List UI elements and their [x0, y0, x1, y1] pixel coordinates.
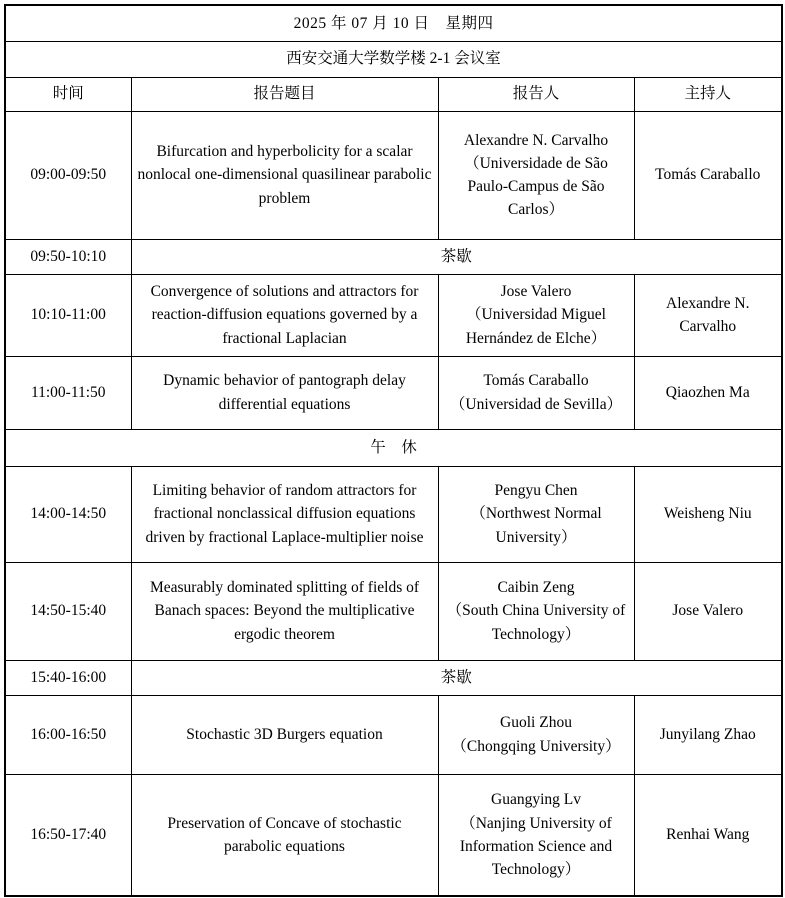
tea-break-row [5, 239, 782, 274]
speaker-name: Pengyu Chen [494, 482, 578, 500]
session-row [5, 695, 782, 774]
break-label-cell: 茶歇 [131, 239, 782, 274]
session-row [5, 274, 782, 356]
venue-header-row [5, 41, 782, 77]
lunch-break-row [5, 429, 782, 466]
time-cell: 09:50-10:10 [5, 239, 131, 274]
session-row [5, 562, 782, 660]
title-cell: Bifurcation and hyperbolicity for a scalar nonlocal one-dimensional quasilinear parabolic problem [131, 111, 438, 239]
speaker-name: Caibin Zeng [497, 579, 575, 597]
time-cell: 16:00-16:50 [5, 695, 131, 774]
chair-cell: Renhai Wang [634, 774, 782, 896]
speaker-affiliation: （South China University of Technology） [446, 602, 626, 643]
speaker-cell [438, 695, 634, 774]
speaker-name: Jose Valero [500, 283, 572, 301]
session-row [5, 466, 782, 562]
title-cell: Stochastic 3D Burgers equation [131, 695, 438, 774]
speaker-name: Tomás Caraballo [483, 372, 589, 390]
lunch-label-cell: 午 休 [5, 429, 782, 466]
break-label-cell: 茶歇 [131, 660, 782, 695]
time-cell: 14:50-15:40 [5, 562, 131, 660]
speaker-name: Guangying Lv [491, 791, 581, 809]
speaker-cell [438, 774, 634, 896]
speaker-affiliation: （Nanjing University of Information Science and Technology） [459, 814, 613, 878]
title-cell: Limiting behavior of random attractors for fractional nonclassical diffusion equations driven by fractional Laplace-multiplier noise [131, 466, 438, 562]
speaker-cell [438, 466, 634, 562]
venue-header: 西安交通大学数学楼 2-1 会议室 [5, 41, 782, 77]
chair-cell: Weisheng Niu [634, 466, 782, 562]
column-header-chair: 主持人 [634, 77, 782, 111]
session-row [5, 111, 782, 239]
speaker-cell [438, 274, 634, 356]
speaker-name: Guoli Zhou [500, 714, 572, 732]
time-cell: 14:00-14:50 [5, 466, 131, 562]
title-cell: Convergence of solutions and attractors for reaction-diffusion equations governed by a fractional Laplacian [131, 274, 438, 356]
chair-cell: Qiaozhen Ma [634, 356, 782, 429]
speaker-affiliation: （Universidade de São Paulo-Campus de São Carlos） [464, 154, 608, 219]
date-header-row [5, 5, 782, 41]
chair-cell: Tomás Caraballo [634, 111, 782, 239]
chair-cell: Junyilang Zhao [634, 695, 782, 774]
schedule-table [4, 4, 783, 897]
speaker-cell [438, 111, 634, 239]
column-header-time: 时间 [5, 77, 131, 111]
column-header-row [5, 77, 782, 111]
chair-cell: Alexandre N. Carvalho [634, 274, 782, 356]
speaker-affiliation: （Universidad de Sevilla） [449, 395, 623, 413]
chair-cell: Jose Valero [634, 562, 782, 660]
date-header: 2025 年 07 月 10 日 星期四 [5, 5, 782, 41]
speaker-cell [438, 356, 634, 429]
time-cell: 11:00-11:50 [5, 356, 131, 429]
speaker-affiliation: （Chongqing University） [451, 737, 621, 755]
column-header-title: 报告题目 [131, 77, 438, 111]
speaker-affiliation: （Universidad Miguel Hernández de Elche） [465, 306, 607, 347]
time-cell: 10:10-11:00 [5, 274, 131, 356]
title-cell: Measurably dominated splitting of fields of Banach spaces: Beyond the multiplicative ergodic theorem [131, 562, 438, 660]
time-cell: 16:50-17:40 [5, 774, 131, 896]
title-cell: Dynamic behavior of pantograph delay differential equations [131, 356, 438, 429]
speaker-affiliation: （Northwest Normal University） [470, 505, 602, 546]
title-cell: Preservation of Concave of stochastic parabolic equations [131, 774, 438, 896]
time-cell: 15:40-16:00 [5, 660, 131, 695]
speaker-cell [438, 562, 634, 660]
time-cell: 09:00-09:50 [5, 111, 131, 239]
session-row [5, 356, 782, 429]
session-row [5, 774, 782, 896]
speaker-name: Alexandre N. Carvalho [463, 131, 609, 149]
column-header-speaker: 报告人 [438, 77, 634, 111]
tea-break-row [5, 660, 782, 695]
